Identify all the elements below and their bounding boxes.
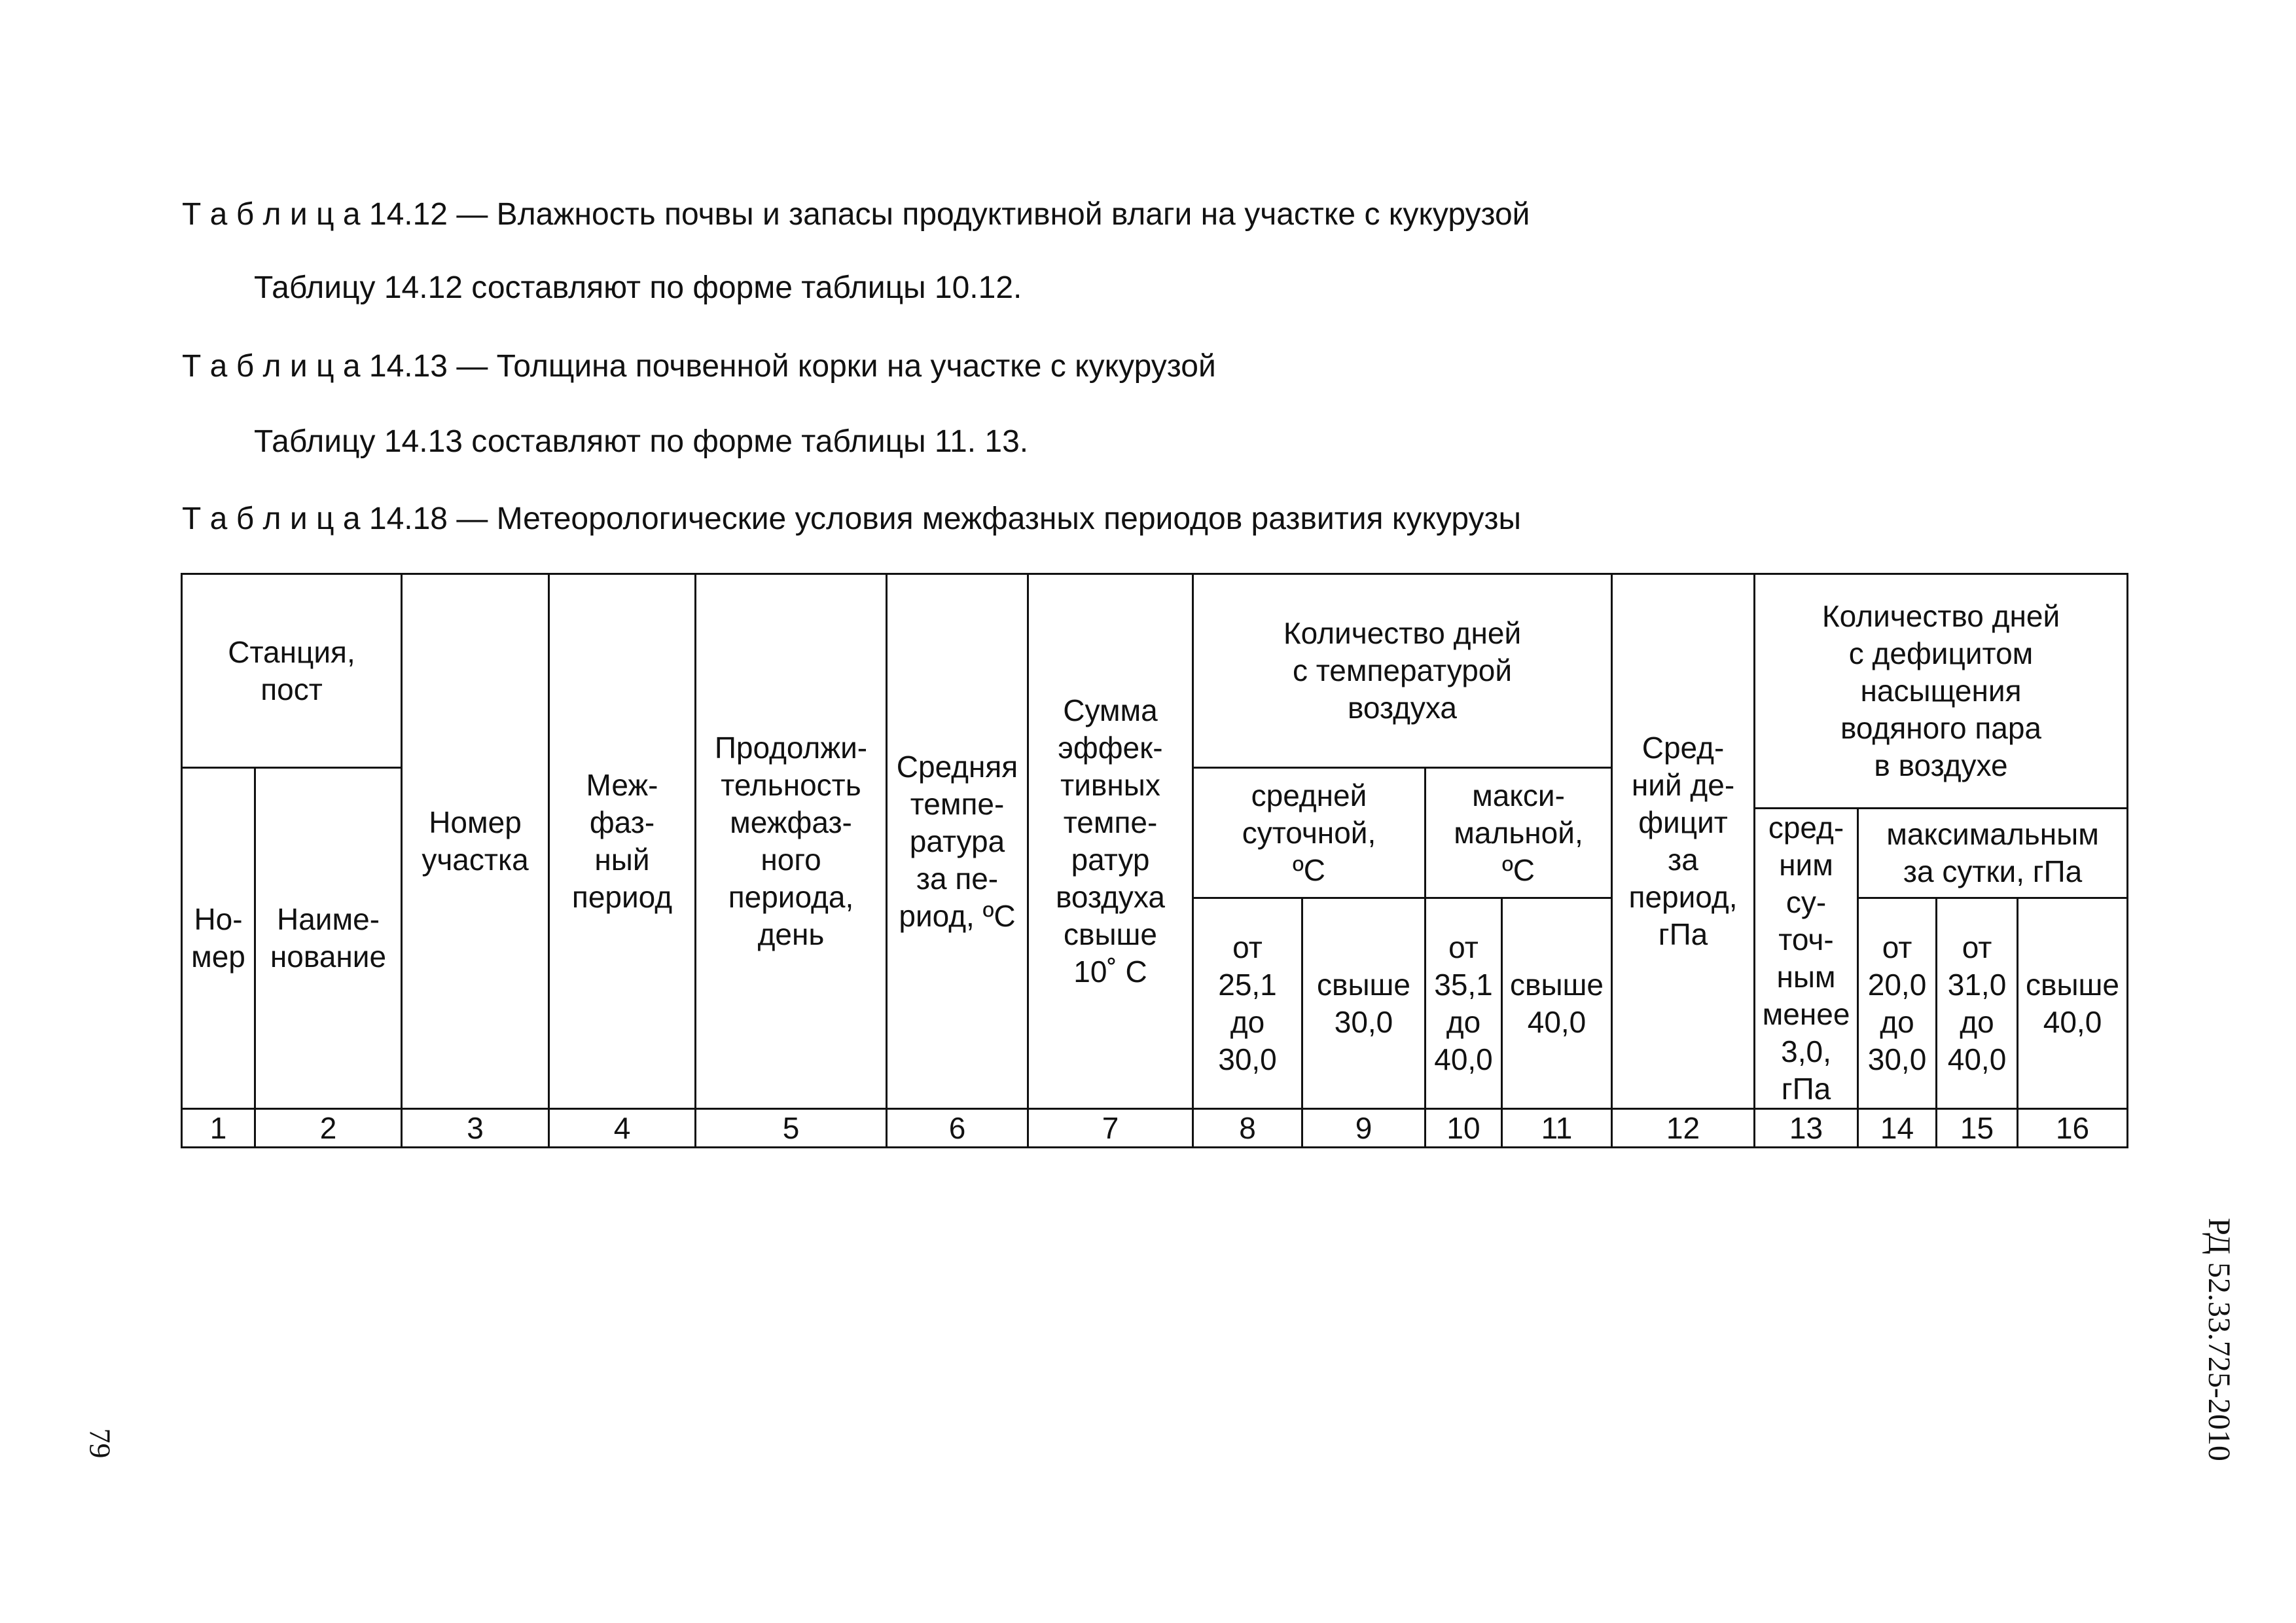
- header-deficit-max-daily: максимальным за сутки, гПа: [1858, 809, 2128, 898]
- column-number: 5: [696, 1109, 887, 1148]
- header-effective-temperature-sum: Сумма эффек- тивных темпе- ратур воздуха свыше 10˚ С: [1028, 574, 1193, 1109]
- header-temp-25-30: от 25,1 до 30,0: [1193, 898, 1302, 1109]
- column-number: 2: [255, 1109, 402, 1148]
- header-mean-temperature: Средняя темпе- ратура за пе- риод, ºС: [887, 574, 1028, 1109]
- table-14-13-note: Таблицу 14.13 составляют по форме таблицы 11. 13.: [254, 424, 1029, 459]
- column-number: 13: [1755, 1109, 1858, 1148]
- header-days-air-temperature: Количество дней с температурой воздуха: [1193, 574, 1612, 768]
- column-number: 7: [1028, 1109, 1193, 1148]
- table-14-18-caption: Т а б л и ц а 14.18 — Метеорологические условия межфазных периодов развития кукурузы: [182, 501, 1522, 536]
- column-number: 1: [182, 1109, 255, 1148]
- document-code: РД 52.33.725-2010: [2202, 1218, 2236, 1461]
- column-number: 14: [1858, 1109, 1937, 1148]
- meteorological-conditions-table: [181, 573, 2128, 1148]
- header-temp-above-40: свыше 40,0: [1502, 898, 1612, 1109]
- page-number: 79: [83, 1428, 117, 1459]
- column-number: 16: [2018, 1109, 2128, 1148]
- column-number: 6: [887, 1109, 1028, 1148]
- header-plot-number: Номер участка: [402, 574, 549, 1109]
- column-number: 9: [1302, 1109, 1426, 1148]
- column-number: 11: [1502, 1109, 1612, 1148]
- column-number: 8: [1193, 1109, 1302, 1148]
- header-deficit-mean-daily-lt3: сред- ним су- точ- ным менее 3,0, гПа: [1755, 809, 1858, 1109]
- column-number: 12: [1612, 1109, 1755, 1148]
- header-mean-daily-temp: средней суточной, ºС: [1193, 768, 1426, 898]
- table-14-12-note: Таблицу 14.12 составляют по форме таблицы 10.12.: [254, 270, 1022, 305]
- table-14-12-caption: Т а б л и ц а 14.12 — Влажность почвы и запасы продуктивной влаги на участке с кукурузой: [182, 197, 1530, 232]
- header-station-name: Наиме- нование: [255, 768, 402, 1109]
- column-number: 3: [402, 1109, 549, 1148]
- header-station: Станция, пост: [182, 574, 402, 768]
- header-station-number: Но- мер: [182, 768, 255, 1109]
- header-temp-35-40: от 35,1 до 40,0: [1426, 898, 1502, 1109]
- table-14-13-caption: Т а б л и ц а 14.13 — Толщина почвенной корки на участке с кукурузой: [182, 349, 1216, 384]
- column-number: 4: [549, 1109, 696, 1148]
- header-days-deficit: Количество дней с дефицитом насыщения водяного пара в воздухе: [1755, 574, 2128, 809]
- header-deficit-31-40: от 31,0 до 40,0: [1937, 898, 2018, 1109]
- header-mean-deficit: Сред- ний де- фицит за период, гПа: [1612, 574, 1755, 1109]
- column-number: 15: [1937, 1109, 2018, 1148]
- header-deficit-above-40: свыше 40,0: [2018, 898, 2128, 1109]
- column-number: 10: [1426, 1109, 1502, 1148]
- header-deficit-20-30: от 20,0 до 30,0: [1858, 898, 1937, 1109]
- header-interphase-period: Меж- фаз- ный период: [549, 574, 696, 1109]
- header-max-temp: макси- мальной, ºС: [1426, 768, 1612, 898]
- header-temp-above-30: свыше 30,0: [1302, 898, 1426, 1109]
- header-duration: Продолжи- тельность межфаз- ного периода, день: [696, 574, 887, 1109]
